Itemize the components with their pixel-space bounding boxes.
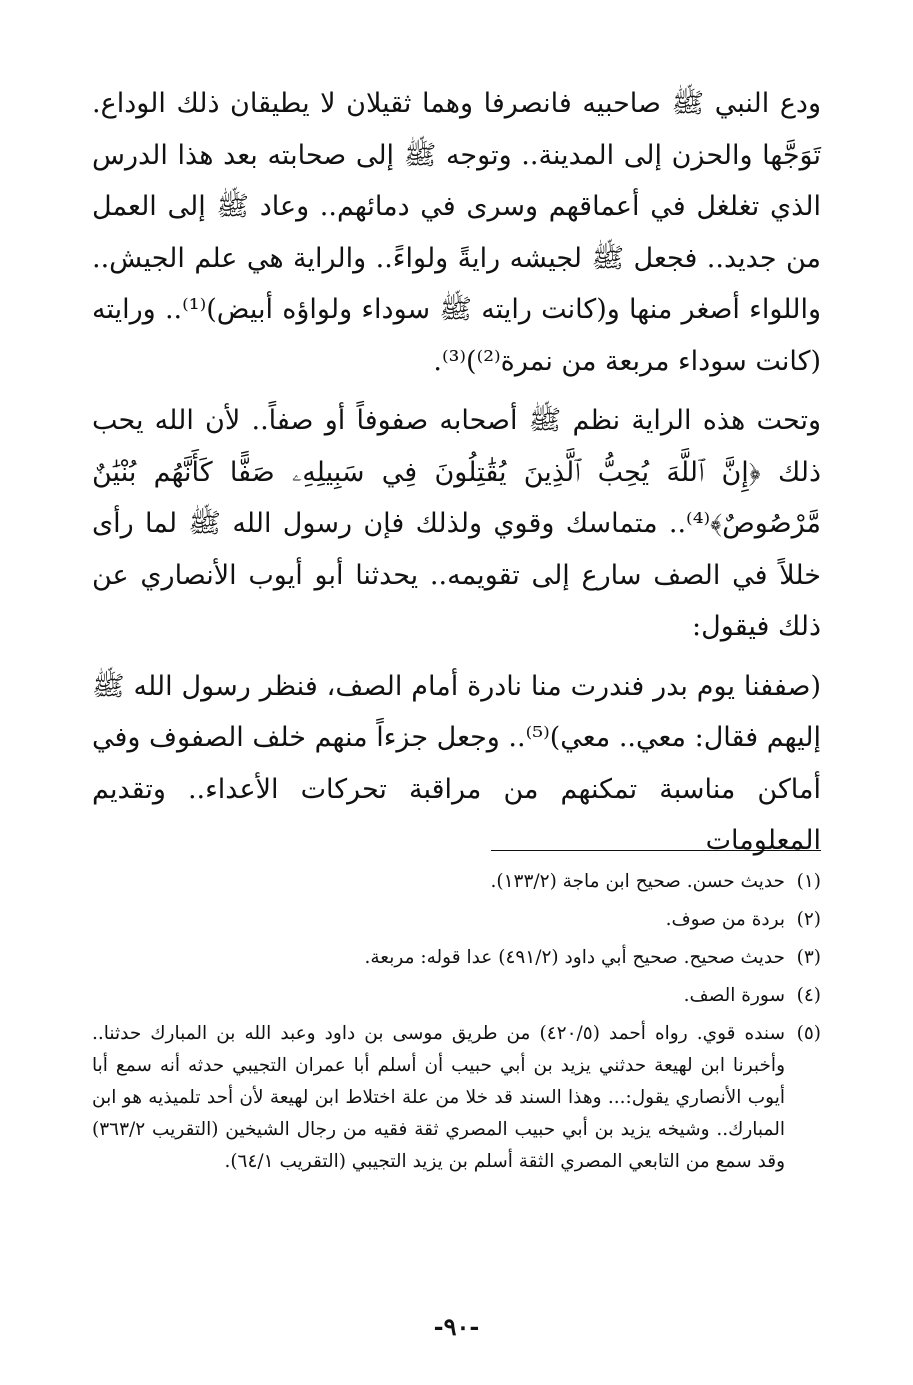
footnote-number: (٣)	[796, 947, 821, 968]
footnote-5	[92, 1018, 821, 1178]
footnote-text: حديث حسن. صحيح ابن ماجة (١٣٣/٢).	[490, 871, 785, 892]
main-text	[92, 78, 821, 867]
footnote-4	[92, 980, 821, 1012]
footnote-text: سورة الصف.	[683, 985, 785, 1006]
footnote-text: حديث صحيح. صحيح أبي داود (٤٩١/٢) عدا قوله: مربعة.	[364, 947, 785, 968]
footnote-2	[92, 904, 821, 936]
footnote-text: بردة من صوف.	[665, 909, 785, 930]
footnote-separator	[491, 850, 821, 851]
paragraph-3: (صففنا يوم بدر فندرت منا نادرة أمام الصف، فنظر رسول الله ﷺ إليهم فقال: معي.. معي)⁽⁵⁾.. وجعل جزءاً منهم خلف الصفوف وفي أماكن مناسبة تمكنهم من مراقبة تحركات الأعداء.. وتقديم المعلومات	[92, 670, 821, 856]
paragraph-2: وتحت هذه الراية نظم ﷺ أصحابه صفوفاً أو صفاً.. لأن الله يحب ذلك ﴿إِنَّ ٱللَّهَ يُحِبُّ ٱلَّذِينَ يُقَٰتِلُونَ فِي سَبِيلِهِۦ صَفًّا كَأَنَّهُم بُنْيَٰنٌ مَّرْصُوصٌ﴾⁽⁴⁾.. متماسك وقوي ولذلك فإن رسول الله ﷺ لما رأى خللاً في الصف سارع إلى تقويمه.. يحدثنا أبو أيوب الأنصاري عن ذلك فيقول:	[92, 405, 821, 642]
footnote-text: سنده قوي. رواه أحمد (٤٢٠/٥) من طريق موسى بن داود وعبد الله بن المبارك حدثنا.. وأخبرنا ابن لهيعة حدثني يزيد بن أبي حبيب أن أسلم أبا عمران التجيبي حدثه أنه سمع أبا أيوب الأنصاري يقول:... وهذا السند قد خلا من علة اختلاط ابن لهيعة لأن أحد تلميذيه هو ابن المبارك.. وشيخه يزيد بن أبي حبيب المصري ثقة فقيه من رجال الشيخين (التقريب ٣٦٣/٢) وقد سمع من التابعي المصري الثقة أسلم بن يزيد التجيبي (التقريب ٦٤/١).	[92, 1023, 785, 1172]
paragraph-1: ودع النبي ﷺ صاحبيه فانصرفا وهما ثقيلان لا يطيقان ذلك الوداع. تَوَجَّها والحزن إلى المدينة.. وتوجه ﷺ إلى صحابته بعد هذا الدرس الذي تغلغل في أعماقهم وسرى في دمائهم.. وعاد ﷺ إلى العمل من جديد.. فجعل ﷺ لجيشه رايةً ولواءً.. والراية هي علم الجيش.. واللواء أصغر منها و(كانت رايته ﷺ سوداء ولواؤه أبيض)⁽¹⁾.. ورايته (كانت سوداء مربعة من نمرة⁽²⁾)⁽³⁾.	[92, 88, 821, 377]
footnote-number: (٢)	[796, 909, 821, 930]
footnotes	[92, 866, 821, 1184]
footnote-number: (٥)	[796, 1023, 821, 1044]
page-number: -٩٠-	[433, 1312, 480, 1341]
footnote-3	[92, 942, 821, 974]
footnote-number: (٤)	[796, 985, 821, 1006]
footnote-number: (١)	[796, 871, 821, 892]
footnote-1	[92, 866, 821, 898]
